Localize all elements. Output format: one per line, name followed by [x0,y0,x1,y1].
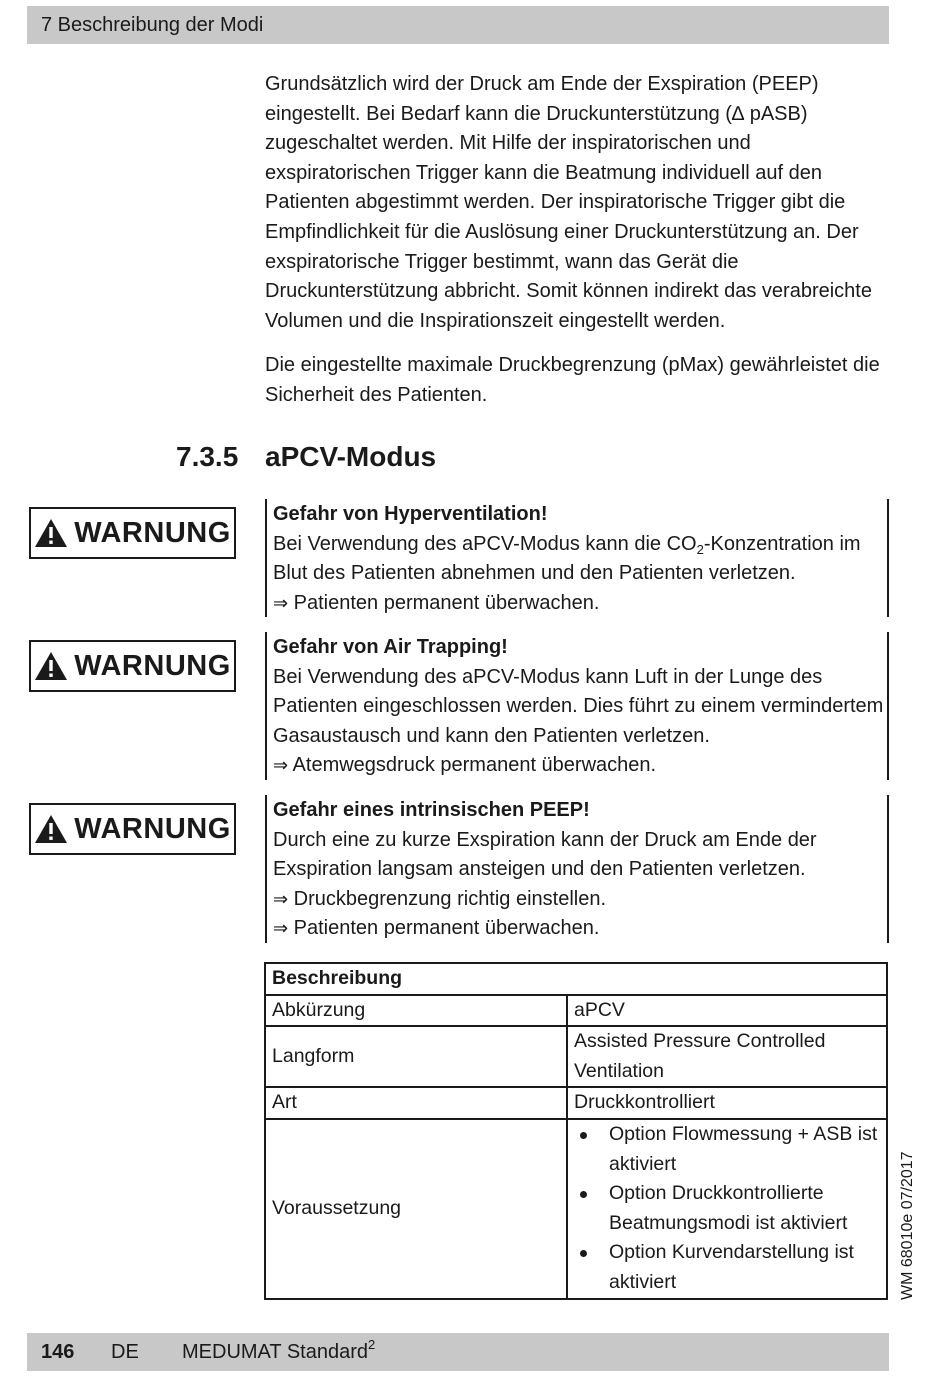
table-row [265,1026,887,1087]
product-name: MEDUMAT Standard$^2$ [182,1337,376,1363]
warning-title: Gefahr eines intrinsischen PEEP! [273,799,590,821]
table-row [265,1087,887,1119]
row-value [567,1119,887,1299]
arrow-icon: ⇒ [273,918,289,940]
language-code: DE [111,1341,139,1363]
page-number: 146 [41,1341,75,1363]
intro-paragraph-2: Die eingestellte maximale Druckbegrenzung (pMax) gewährleistet die Sicherheit des Patienten. [265,354,880,406]
warning-label-1 [29,507,236,559]
document-code: WM 68010e 07/2017 [899,1151,916,1300]
warning-action: ⇒ Patienten permanent überwachen. [273,591,600,614]
arrow-icon: ⇒ [273,592,289,614]
warning-label-text: WARNUNG [74,649,231,682]
row-value: Druckkontrolliert [567,1087,887,1119]
table-row [265,1119,887,1299]
chapter-title: 7 Beschreibung der Modi [41,14,264,36]
row-label: Langform [265,1026,567,1087]
warning-title: Gefahr von Air Trapping! [273,636,508,658]
table-header: Beschreibung [265,963,887,995]
row-label: Voraussetzung [265,1119,567,1299]
section-number: 7.3.5 [176,441,239,472]
warning-triangle-icon [34,651,68,681]
arrow-icon: ⇒ [273,755,289,777]
warning-block-intrinsic-peep [265,795,889,943]
list-item: Option Flowmessung + ASB ist aktiviert [574,1120,880,1179]
warning-label-3 [29,803,236,855]
table-header-row [265,963,887,995]
warning-title: Gefahr von Hyperventilation! [273,503,548,525]
row-value: aPCV [567,995,887,1027]
warning-action: ⇒ Atemwegsdruck permanent überwachen. [273,754,657,777]
page-footer [27,1333,889,1371]
table-row [265,995,887,1027]
intro-paragraph-1: Grundsätzlich wird der Druck am Ende der Exspiration (PEEP) eingestellt. Bei Bedarf kann die Druckunterstützung (∆ pASB) zugeschaltet werden. Mit Hilfe der inspiratorischen und exspiratorischen Trigger kann die Beatmung individuell auf den Patienten abgestimmt werden. Der inspiratorische Trigger gibt die Empfindlichkeit für die Auslösung einer Druckunterstützung an. Der exspiratorische Trigger bestimmt, wann das Gerät die Druckunterstützung abbricht. Somit können indirekt das verabreichte Volumen und die Inspirationszeit eingestellt werden. [265,73,872,332]
warning-block-air-trapping [265,632,889,780]
warning-action: ⇒ Druckbegrenzung richtig einstellen. [273,887,607,910]
warning-text: Durch eine zu kurze Exspiration kann der Druck am Ende der Exspiration langsam ansteigen und den Patienten verletzen. [273,828,817,881]
list-item: Option Kurvendarstellung ist aktiviert [574,1238,880,1297]
warning-label-2 [29,640,236,692]
warning-action: ⇒ Patienten permanent überwachen. [273,917,600,940]
mode-description-table [264,962,888,1300]
section-title: aPCV-Modus [265,441,437,472]
list-item: Option Druckkontrollierte Beatmungsmodi ist aktiviert [574,1179,880,1238]
row-label: Abkürzung [265,995,567,1027]
prereq-list [574,1120,880,1298]
row-label: Art [265,1087,567,1119]
warning-block-hyperventilation [265,499,889,617]
warning-triangle-icon [34,814,68,844]
warning-triangle-icon [34,518,68,548]
row-value: Assisted Pressure Controlled Ventilation [567,1026,887,1087]
warning-label-text: WARNUNG [74,812,231,845]
arrow-icon: ⇒ [273,888,289,910]
chapter-header [27,6,889,44]
warning-text: Bei Verwendung des aPCV-Modus kann Luft in der Lunge des Patienten eingeschlossen werden. Dies führt zu einem vermindertem Gasaustausch und kann den Patienten verletzen. [273,665,884,747]
warning-text: Bei Verwendung des aPCV-Modus kann die $CO_2$-Konzentration im Blut des Patienten abnehmen und den Patienten verletzen. [273,532,861,585]
warning-label-text: WARNUNG [74,516,231,549]
